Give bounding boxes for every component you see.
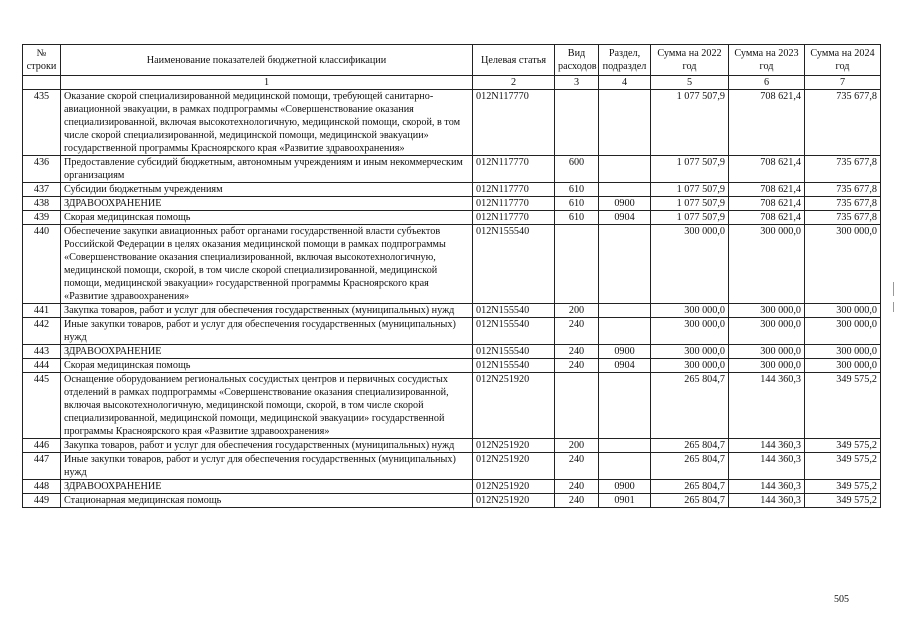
table-row xyxy=(23,156,881,183)
page-number: 505 xyxy=(834,594,849,605)
row-name: Предоставление субсидий бюджетным, автономным учреждениям и иным некоммерческим организациям xyxy=(61,156,473,183)
row-name: ЗДРАВООХРАНЕНИЕ xyxy=(61,197,473,211)
row-sum-2023: 708 621,4 xyxy=(729,211,805,225)
row-section xyxy=(599,373,651,439)
scan-margin-mark xyxy=(893,282,894,296)
table-row xyxy=(23,480,881,494)
table-row xyxy=(23,494,881,508)
row-target-article: 012N155540 xyxy=(473,318,555,345)
row-expense-type: 240 xyxy=(555,453,599,480)
row-expense-type: 240 xyxy=(555,494,599,508)
row-number: 444 xyxy=(23,359,61,373)
row-section xyxy=(599,156,651,183)
row-number: 449 xyxy=(23,494,61,508)
header-name: Наименование показателей бюджетной классификации xyxy=(61,45,473,76)
row-sum-2022: 1 077 507,9 xyxy=(651,211,729,225)
row-expense-type: 240 xyxy=(555,318,599,345)
row-expense-type: 240 xyxy=(555,345,599,359)
row-sum-2024: 300 000,0 xyxy=(805,225,881,304)
row-number: 446 xyxy=(23,439,61,453)
row-sum-2024: 349 575,2 xyxy=(805,480,881,494)
row-section xyxy=(599,183,651,197)
row-name: Скорая медицинская помощь xyxy=(61,211,473,225)
row-sum-2023: 300 000,0 xyxy=(729,318,805,345)
column-number xyxy=(23,76,61,90)
row-section: 0904 xyxy=(599,359,651,373)
row-sum-2023: 708 621,4 xyxy=(729,90,805,156)
row-expense-type: 600 xyxy=(555,156,599,183)
row-section xyxy=(599,453,651,480)
row-number: 447 xyxy=(23,453,61,480)
row-sum-2024: 349 575,2 xyxy=(805,453,881,480)
row-target-article: 012N117770 xyxy=(473,90,555,156)
row-target-article: 012N251920 xyxy=(473,439,555,453)
table-row xyxy=(23,183,881,197)
row-sum-2023: 300 000,0 xyxy=(729,225,805,304)
row-sum-2024: 349 575,2 xyxy=(805,373,881,439)
row-sum-2023: 708 621,4 xyxy=(729,197,805,211)
row-target-article: 012N117770 xyxy=(473,211,555,225)
row-name: ЗДРАВООХРАНЕНИЕ xyxy=(61,480,473,494)
row-name: Стационарная медицинская помощь xyxy=(61,494,473,508)
row-sum-2024: 349 575,2 xyxy=(805,494,881,508)
column-number: 5 xyxy=(651,76,729,90)
row-sum-2024: 349 575,2 xyxy=(805,439,881,453)
row-name: Закупка товаров, работ и услуг для обеспечения государственных (муниципальных) нужд xyxy=(61,439,473,453)
row-sum-2022: 1 077 507,9 xyxy=(651,90,729,156)
row-expense-type xyxy=(555,373,599,439)
row-sum-2022: 1 077 507,9 xyxy=(651,197,729,211)
row-name: Закупка товаров, работ и услуг для обеспечения государственных (муниципальных) нужд xyxy=(61,304,473,318)
row-sum-2023: 708 621,4 xyxy=(729,156,805,183)
row-section: 0901 xyxy=(599,494,651,508)
row-sum-2023: 144 360,3 xyxy=(729,453,805,480)
row-sum-2023: 300 000,0 xyxy=(729,304,805,318)
table-header-row xyxy=(23,45,881,76)
row-expense-type: 610 xyxy=(555,183,599,197)
row-target-article: 012N251920 xyxy=(473,480,555,494)
row-sum-2022: 300 000,0 xyxy=(651,225,729,304)
row-target-article: 012N251920 xyxy=(473,453,555,480)
row-section: 0900 xyxy=(599,197,651,211)
row-number: 448 xyxy=(23,480,61,494)
row-sum-2022: 1 077 507,9 xyxy=(651,183,729,197)
row-section xyxy=(599,225,651,304)
row-target-article: 012N155540 xyxy=(473,304,555,318)
header-target-article: Целевая статья xyxy=(473,45,555,76)
column-number: 1 xyxy=(61,76,473,90)
header-row-number: № строки xyxy=(23,45,61,76)
row-name: Субсидии бюджетным учреждениям xyxy=(61,183,473,197)
row-sum-2023: 144 360,3 xyxy=(729,373,805,439)
row-sum-2023: 144 360,3 xyxy=(729,494,805,508)
row-sum-2024: 300 000,0 xyxy=(805,318,881,345)
row-target-article: 012N117770 xyxy=(473,197,555,211)
header-expense-type: Вид расходов xyxy=(555,45,599,76)
table-row xyxy=(23,318,881,345)
row-number: 439 xyxy=(23,211,61,225)
row-sum-2023: 708 621,4 xyxy=(729,183,805,197)
budget-table xyxy=(22,44,881,508)
row-name: Скорая медицинская помощь xyxy=(61,359,473,373)
row-sum-2023: 300 000,0 xyxy=(729,359,805,373)
row-section xyxy=(599,439,651,453)
column-number: 3 xyxy=(555,76,599,90)
row-name: Оснащение оборудованием региональных сосудистых центров и первичных сосудистых отделений в рамках подпрограммы «Совершенствование оказания специализированной, включая высокотехнологичную, медицинской помощи, скорой, в том числе скорой специализированной, медицинской помощи, медицинской эвакуации» государственной программы Красноярского края «Развитие здравоохранения» xyxy=(61,373,473,439)
header-sum-2022: Сумма на 2022 год xyxy=(651,45,729,76)
row-number: 441 xyxy=(23,304,61,318)
table-row xyxy=(23,304,881,318)
row-sum-2024: 735 677,8 xyxy=(805,197,881,211)
row-sum-2024: 735 677,8 xyxy=(805,211,881,225)
row-name: Обеспечение закупки авиационных работ органами государственной власти субъектов Российской Федерации в целях оказания медицинской помощи в рамках подпрограммы «Совершенствование оказания специализированной, включая высокотехнологичную, медицинской помощи, скорой, в том числе скорой специализированной, медицинской помощи, медицинской эвакуации» государственной программы Красноярского края «Развитие здравоохранения» xyxy=(61,225,473,304)
row-target-article: 012N155540 xyxy=(473,359,555,373)
row-sum-2024: 735 677,8 xyxy=(805,90,881,156)
row-sum-2022: 1 077 507,9 xyxy=(651,156,729,183)
row-target-article: 012N155540 xyxy=(473,345,555,359)
row-sum-2022: 300 000,0 xyxy=(651,318,729,345)
row-sum-2022: 265 804,7 xyxy=(651,480,729,494)
table-row xyxy=(23,197,881,211)
row-sum-2022: 265 804,7 xyxy=(651,494,729,508)
row-target-article: 012N117770 xyxy=(473,156,555,183)
column-number: 4 xyxy=(599,76,651,90)
row-number: 440 xyxy=(23,225,61,304)
row-section xyxy=(599,90,651,156)
header-sum-2023: Сумма на 2023 год xyxy=(729,45,805,76)
column-number: 7 xyxy=(805,76,881,90)
row-name: ЗДРАВООХРАНЕНИЕ xyxy=(61,345,473,359)
row-section xyxy=(599,304,651,318)
row-sum-2023: 144 360,3 xyxy=(729,480,805,494)
row-sum-2023: 300 000,0 xyxy=(729,345,805,359)
row-target-article: 012N155540 xyxy=(473,225,555,304)
row-sum-2024: 735 677,8 xyxy=(805,183,881,197)
row-name: Оказание скорой специализированной медицинской помощи, требующей санитарно-авиационной эвакуации, в рамках подпрограммы «Совершенствование оказания специализированной, включая высокотехнологичную, медицинской помощи, скорой, в том числе скорой специализированной, медицинской помощи, медицинской эвакуации» государственной программы Красноярского края «Развитие здравоохранения» xyxy=(61,90,473,156)
row-number: 437 xyxy=(23,183,61,197)
row-sum-2024: 300 000,0 xyxy=(805,304,881,318)
table-row xyxy=(23,90,881,156)
row-sum-2024: 300 000,0 xyxy=(805,359,881,373)
row-sum-2022: 300 000,0 xyxy=(651,345,729,359)
table-row xyxy=(23,439,881,453)
row-expense-type: 240 xyxy=(555,359,599,373)
row-expense-type: 200 xyxy=(555,304,599,318)
row-sum-2022: 300 000,0 xyxy=(651,359,729,373)
row-sum-2022: 300 000,0 xyxy=(651,304,729,318)
scan-margin-mark xyxy=(893,302,894,312)
row-section: 0904 xyxy=(599,211,651,225)
row-sum-2022: 265 804,7 xyxy=(651,453,729,480)
table-row xyxy=(23,359,881,373)
row-section xyxy=(599,318,651,345)
row-number: 443 xyxy=(23,345,61,359)
row-number: 442 xyxy=(23,318,61,345)
row-number: 445 xyxy=(23,373,61,439)
header-section: Раздел, подраздел xyxy=(599,45,651,76)
column-number: 2 xyxy=(473,76,555,90)
row-expense-type: 200 xyxy=(555,439,599,453)
row-target-article: 012N251920 xyxy=(473,494,555,508)
table-row xyxy=(23,211,881,225)
row-expense-type xyxy=(555,90,599,156)
row-sum-2023: 144 360,3 xyxy=(729,439,805,453)
row-expense-type xyxy=(555,225,599,304)
row-number: 435 xyxy=(23,90,61,156)
row-sum-2024: 300 000,0 xyxy=(805,345,881,359)
row-target-article: 012N251920 xyxy=(473,373,555,439)
row-number: 438 xyxy=(23,197,61,211)
row-target-article: 012N117770 xyxy=(473,183,555,197)
row-name: Иные закупки товаров, работ и услуг для обеспечения государственных (муниципальных) нужд xyxy=(61,318,473,345)
row-section: 0900 xyxy=(599,480,651,494)
row-number: 436 xyxy=(23,156,61,183)
table-row xyxy=(23,345,881,359)
row-section: 0900 xyxy=(599,345,651,359)
table-row xyxy=(23,373,881,439)
table-row xyxy=(23,225,881,304)
table-row xyxy=(23,453,881,480)
row-sum-2024: 735 677,8 xyxy=(805,156,881,183)
row-sum-2022: 265 804,7 xyxy=(651,439,729,453)
row-expense-type: 610 xyxy=(555,197,599,211)
row-name: Иные закупки товаров, работ и услуг для обеспечения государственных (муниципальных) нужд xyxy=(61,453,473,480)
header-sum-2024: Сумма на 2024 год xyxy=(805,45,881,76)
row-sum-2022: 265 804,7 xyxy=(651,373,729,439)
row-expense-type: 240 xyxy=(555,480,599,494)
column-number: 6 xyxy=(729,76,805,90)
column-number-row xyxy=(23,76,881,90)
row-expense-type: 610 xyxy=(555,211,599,225)
